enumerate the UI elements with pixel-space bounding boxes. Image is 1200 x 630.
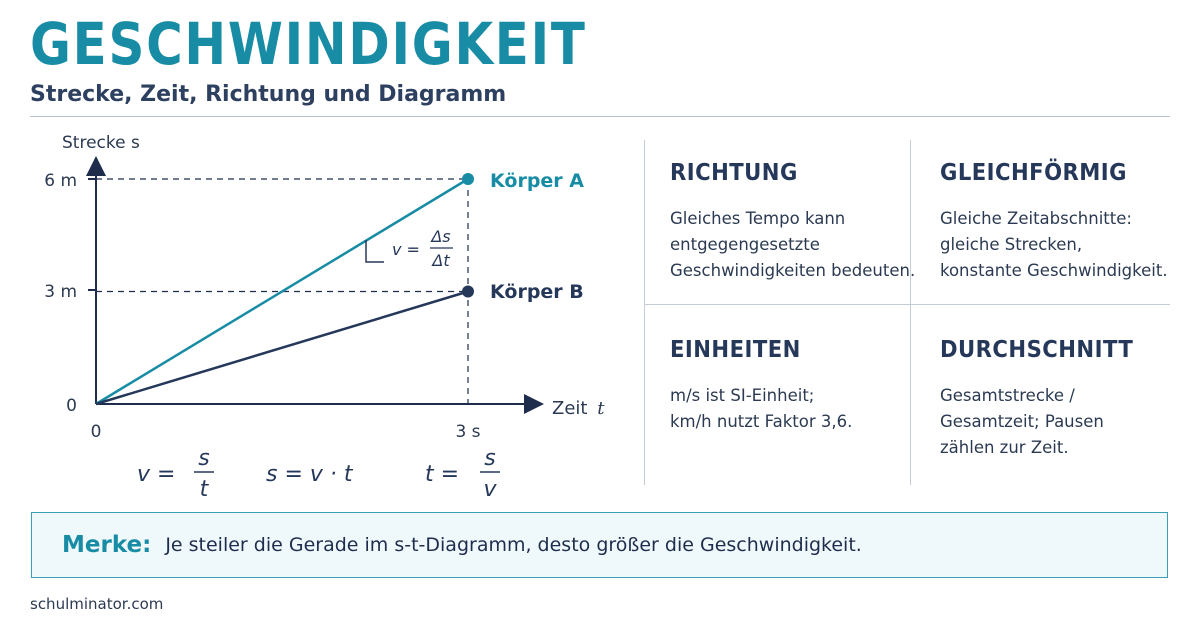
slope-formula-numerator: Δs — [431, 227, 451, 246]
card-richtung — [670, 160, 915, 284]
merke-label: Merke: — [62, 532, 152, 558]
footer-source: schulminator.com — [30, 595, 164, 613]
formula-time-numerator: s — [484, 446, 496, 471]
slope-formula-denominator: Δt — [432, 251, 450, 270]
formula-velocity-numerator: s — [198, 446, 210, 471]
formula-velocity-denominator: t — [199, 477, 209, 502]
card-durchschnitt — [940, 337, 1150, 461]
x-tick-label-0: 0 — [90, 422, 102, 442]
slope-formula-lhs: v = — [392, 240, 420, 259]
y-tick-label-3m: 3 m — [44, 282, 77, 302]
card-title: RICHTUNG — [670, 160, 798, 186]
formula-time-lhs: t = — [425, 462, 460, 487]
formula-velocity — [137, 446, 214, 502]
formula-distance: s = v · t — [266, 462, 353, 487]
slope-formula — [392, 227, 453, 270]
merke-box — [31, 512, 1168, 578]
y-tick-label-6m: 6 m — [44, 171, 77, 191]
formula-time — [425, 446, 500, 502]
y-axis-label: Strecke s — [62, 133, 140, 153]
card-title: GLEICHFÖRMIG — [940, 160, 1127, 186]
chart-series — [96, 173, 474, 404]
x-axis-label: Zeit t — [552, 398, 605, 419]
y-tick-label-0: 0 — [66, 396, 77, 416]
series-0-end-point — [462, 173, 474, 185]
card-text: Gleiches Tempo kann entgegengesetzte Geschwindigkeiten bedeuten. — [670, 209, 916, 280]
x-tick-label-3s: 3 s — [455, 422, 481, 442]
page-title: GESCHWINDIGKEIT — [30, 10, 587, 78]
formula-velocity-lhs: v = — [137, 462, 176, 487]
card-text: m/s ist SI-Einheit; km/h nutzt Faktor 3,6. — [670, 386, 853, 431]
card-text: Gesamtstrecke / Gesamtzeit; Pausen zählen zur Zeit. — [940, 386, 1104, 457]
series-1-line — [96, 292, 468, 405]
card-gleichfoermig — [940, 160, 1168, 284]
series-1-end-point — [462, 286, 474, 298]
slope-triangle — [366, 240, 384, 262]
card-title: EINHEITEN — [670, 337, 801, 363]
card-divider-left — [644, 140, 645, 485]
card-title: DURCHSCHNITT — [940, 337, 1134, 363]
s-t-diagram — [0, 0, 620, 510]
card-divider-middle — [644, 304, 1170, 305]
series-label-koerper-b: Körper B — [490, 281, 584, 303]
series-label-koerper-a: Körper A — [490, 170, 584, 192]
card-einheiten — [670, 337, 852, 435]
page-subtitle: Strecke, Zeit, Richtung und Diagramm — [30, 82, 507, 107]
merke-text: Je steiler die Gerade im s-t-Diagramm, desto größer die Geschwindigkeit. — [165, 534, 862, 556]
card-text: Gleiche Zeitabschnitte: gleiche Strecken, konstante Geschwindigkeit. — [940, 209, 1168, 280]
formula-time-denominator: v — [483, 477, 497, 502]
